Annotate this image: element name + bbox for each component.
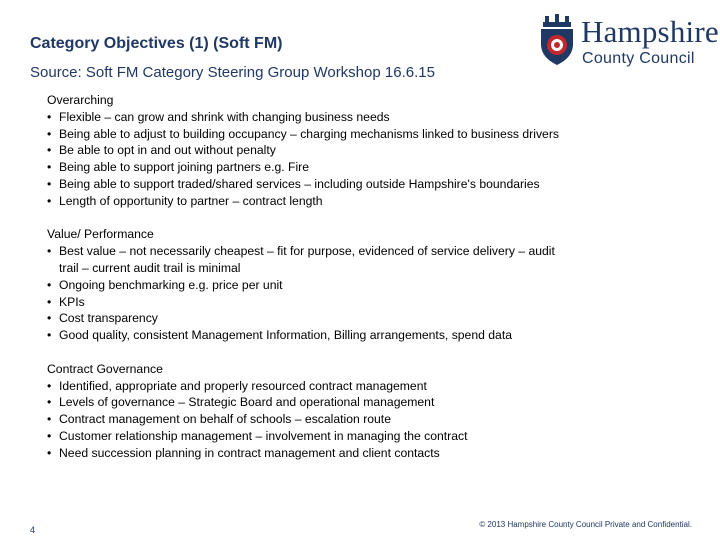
slide-body bbox=[47, 92, 567, 478]
bullet-icon: • bbox=[47, 311, 52, 326]
list-item: • Being able to adjust to building occupancy – charging mechanisms linked to business drivers bbox=[47, 126, 559, 141]
section-title: Overarching bbox=[47, 93, 114, 107]
section-title: Contract Governance bbox=[47, 361, 163, 376]
section-contract-governance bbox=[47, 361, 567, 462]
bullet-icon: • bbox=[47, 445, 52, 460]
bullet-icon: • bbox=[47, 395, 52, 410]
crown-rose-crest-icon bbox=[538, 14, 576, 66]
list-item: • Being able to support joining partners e.g. Fire bbox=[47, 160, 309, 175]
hampshire-logo bbox=[538, 14, 719, 70]
bullet-icon: • bbox=[47, 428, 52, 443]
slide-subtitle: Source: Soft FM Category Steering Group Workshop 16.6.15 bbox=[30, 64, 435, 81]
list-item: • Good quality, consistent Management Information, Billing arrangements, spend data bbox=[47, 328, 513, 343]
logo-name-line1: Hampshire bbox=[581, 14, 719, 49]
slide-title: Category Objectives (1) (Soft FM) bbox=[30, 35, 283, 52]
list-item: • Be able to opt in and out without penalty bbox=[47, 143, 276, 158]
bullet-icon: • bbox=[47, 160, 52, 175]
section-title: Value/ Performance bbox=[47, 227, 154, 242]
bullet-icon: • bbox=[47, 277, 52, 292]
bullet-icon: • bbox=[47, 294, 52, 309]
list-item: • Customer relationship management – involvement in managing the contract bbox=[47, 428, 468, 443]
list-item: • Levels of governance – Strategic Board and operational management bbox=[47, 395, 435, 410]
list-item: • Length of opportunity to partner – contract length bbox=[47, 193, 323, 208]
section-overarching bbox=[47, 92, 567, 210]
bullet-icon: • bbox=[47, 378, 52, 393]
bullet-icon: • bbox=[47, 126, 52, 141]
logo-name-line2: County Council bbox=[582, 50, 695, 67]
list-item: • Contract management on behalf of schools – escalation route bbox=[47, 412, 391, 427]
list-item: • Cost transparency bbox=[47, 311, 158, 326]
list-item: • Identified, appropriate and properly resourced contract management bbox=[47, 378, 427, 393]
bullet-icon: • bbox=[47, 412, 52, 427]
list-item: • KPIs bbox=[47, 294, 85, 309]
bullet-icon: • bbox=[47, 244, 52, 259]
list-item: • Flexible – can grow and shrink with changing business needs bbox=[47, 109, 390, 124]
page-number: 4 bbox=[30, 525, 36, 535]
bullet-icon: • bbox=[47, 143, 52, 158]
copyright-footer: © 2013 Hampshire County Council Private and Confidential. bbox=[479, 520, 692, 529]
list-item: • Being able to support traded/shared services – including outside Hampshire's boundaries bbox=[47, 176, 540, 191]
bullet-icon: • bbox=[47, 193, 52, 208]
bullet-icon: • bbox=[47, 328, 52, 343]
bullet-icon: • bbox=[47, 109, 52, 124]
list-item: • Best value – not necessarily cheapest – fit for purpose, evidenced of service delivery – audit trail – current audit trail is minimal bbox=[47, 244, 555, 275]
list-item: • Need succession planning in contract management and client contacts bbox=[47, 445, 440, 460]
list-item: • Ongoing benchmarking e.g. price per unit bbox=[47, 277, 283, 292]
section-value-performance bbox=[47, 226, 567, 344]
bullet-icon: • bbox=[47, 176, 52, 191]
